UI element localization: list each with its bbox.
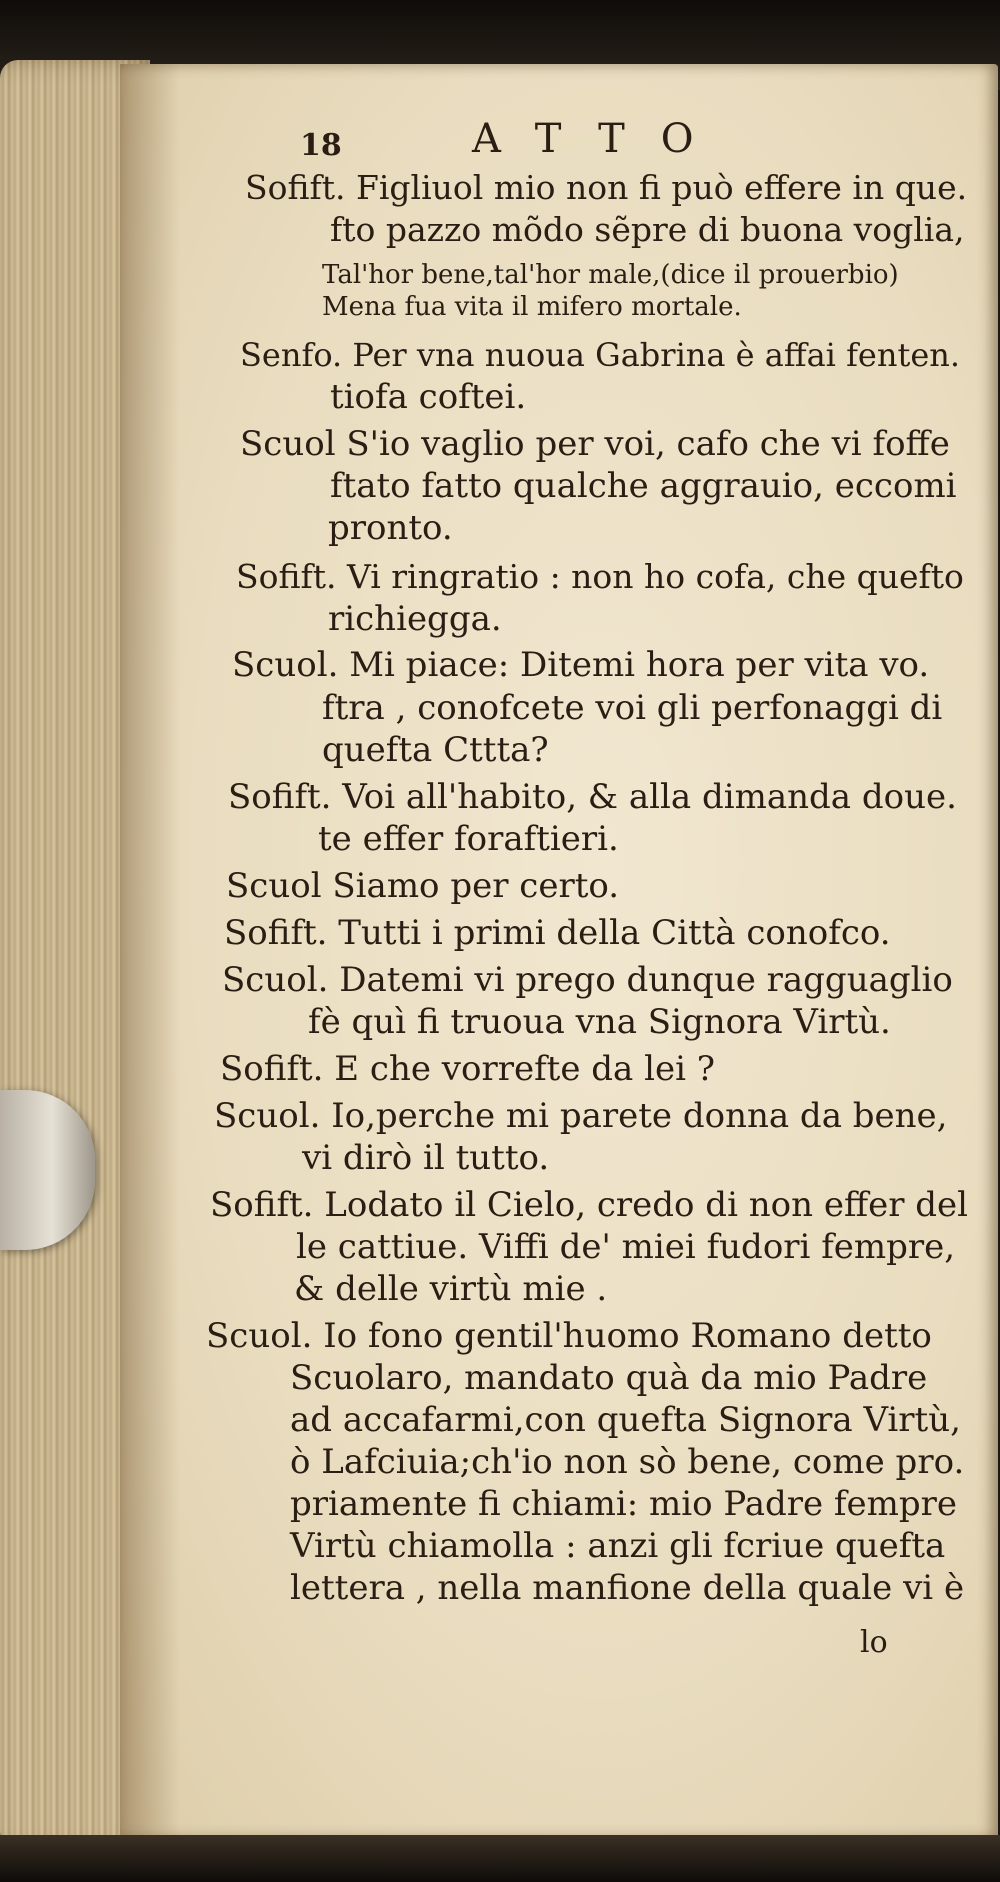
text-line: tiofa coftei. — [330, 377, 527, 417]
text-line: ftato fatto qualche aggrauio, eccomi — [330, 466, 957, 506]
text-line: Sofift. Voi all'habito, & alla dimanda doue. — [228, 777, 957, 817]
text-line: Scuol. Io,perche mi parete donna da bene, — [214, 1096, 948, 1136]
text-line: Scuol. Io fono gentil'huomo Romano detto — [206, 1316, 932, 1356]
text-line: vi dirò il tutto. — [302, 1138, 550, 1178]
text-line: Sofift. Lodato il Cielo, credo di non effer del — [210, 1185, 969, 1225]
text-line: fto pazzo mõdo sẽpre di buona voglia, — [330, 210, 965, 249]
text-line: Sofift. Tutti i primi della Città conofco. — [224, 913, 891, 953]
text-line: Scuol. Datemi vi prego dunque ragguaglio — [222, 960, 953, 1000]
text-line: te effer foraftieri. — [318, 819, 619, 859]
text-line: priamente fi chiami: mio Padre fempre — [290, 1484, 958, 1524]
text-line: Mena fua vita il mifero mortale. — [322, 292, 742, 322]
text-line: ad accafarmi,con quefta Signora Virtù, — [290, 1400, 961, 1440]
text-line: Sofift. Figliuol mio non fi può effere in que. — [245, 168, 968, 207]
text-line: pronto. — [328, 508, 453, 548]
text-line: Sofift. E che vorrefte da lei ? — [220, 1049, 716, 1089]
text-line: lettera , nella manfione della quale vi è — [290, 1568, 965, 1608]
text-line: ftra , conofcete voi gli perfonaggi di — [322, 688, 943, 728]
text-line: quefta Cttta? — [322, 730, 549, 770]
text-line: Tal'hor bene,tal'hor male,(dice il prouerbio) — [322, 260, 899, 290]
text-line: Scuol S'io vaglio per voi, cafo che vi foffe — [240, 424, 950, 464]
text-line: Scuol Siamo per certo. — [226, 866, 620, 906]
text-line: Virtù chiamolla : anzi gli fcriue quefta — [290, 1526, 946, 1566]
text-line: Sofift. Vi ringratio : non ho cofa, che quefto — [236, 557, 964, 596]
text-line: & delle virtù mie . — [294, 1269, 608, 1309]
text-line: Senfo. Per vna nuoua Gabrina è affai fenten. — [240, 336, 961, 374]
page-number: 18 — [300, 128, 342, 163]
text-line: fè quì fi truoua vna Signora Virtù. — [308, 1002, 891, 1042]
text-line: ò Lafciuia;ch'io non sò bene, come pro. — [290, 1442, 965, 1482]
catchword: lo — [860, 1625, 888, 1660]
text-line: Scuol. Mi piace: Ditemi hora per vita vo. — [232, 645, 930, 685]
running-title: ATTO — [472, 116, 730, 162]
text-line: Scuolaro, mandato quà da mio Padre — [290, 1358, 928, 1398]
text-line: le cattiue. Viffi de' miei fudori fempre, — [296, 1227, 956, 1267]
text-line: richiegga. — [328, 599, 502, 639]
